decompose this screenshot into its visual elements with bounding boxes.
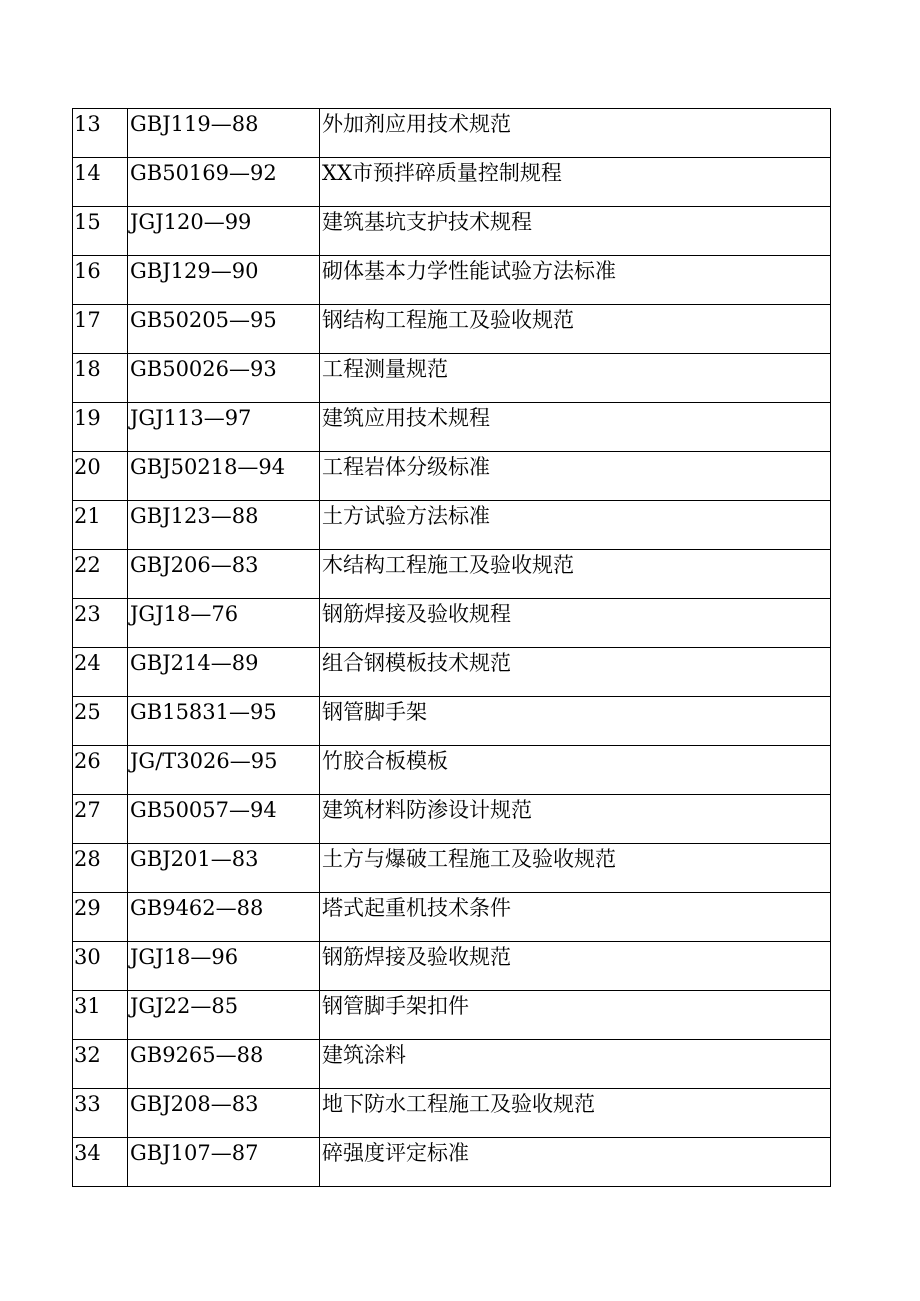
standard-title-cell: 竹胶合板模板 xyxy=(320,746,831,795)
table-row xyxy=(73,354,831,403)
row-number-cell: 15 xyxy=(73,207,128,256)
row-number-cell: 22 xyxy=(73,550,128,599)
row-number-cell: 21 xyxy=(73,501,128,550)
table-row xyxy=(73,1089,831,1138)
row-number-cell: 31 xyxy=(73,991,128,1040)
standard-title-cell: 土方试验方法标准 xyxy=(320,501,831,550)
standard-title-cell: 外加剂应用技术规范 xyxy=(320,109,831,158)
standard-code-cell: JGJ18—96 xyxy=(128,942,320,991)
standard-title-cell: 钢管脚手架 xyxy=(320,697,831,746)
table-row xyxy=(73,648,831,697)
row-number-cell: 26 xyxy=(73,746,128,795)
row-number-cell: 23 xyxy=(73,599,128,648)
standard-code-cell: JGJ120—99 xyxy=(128,207,320,256)
standard-code-cell: GBJ107—87 xyxy=(128,1138,320,1187)
standard-code-cell: JGJ22—85 xyxy=(128,991,320,1040)
table-row xyxy=(73,1138,831,1187)
standard-title-cell: 砌体基本力学性能试验方法标准 xyxy=(320,256,831,305)
standard-code-cell: GBJ123—88 xyxy=(128,501,320,550)
standard-code-cell: JG/T3026—95 xyxy=(128,746,320,795)
standard-code-cell: GBJ50218—94 xyxy=(128,452,320,501)
standard-code-cell: GBJ208—83 xyxy=(128,1089,320,1138)
standard-code-cell: GBJ214—89 xyxy=(128,648,320,697)
table-row xyxy=(73,305,831,354)
row-number-cell: 29 xyxy=(73,893,128,942)
standard-code-cell: GB50169—92 xyxy=(128,158,320,207)
table-row xyxy=(73,109,831,158)
standard-code-cell: GB15831—95 xyxy=(128,697,320,746)
row-number-cell: 14 xyxy=(73,158,128,207)
table-row xyxy=(73,1040,831,1089)
standard-title-cell: 组合钢模板技术规范 xyxy=(320,648,831,697)
standard-title-cell: 木结构工程施工及验收规范 xyxy=(320,550,831,599)
standard-code-cell: GB9462—88 xyxy=(128,893,320,942)
standard-title-cell: 建筑基坑支护技术规程 xyxy=(320,207,831,256)
standard-title-cell: 工程岩体分级标准 xyxy=(320,452,831,501)
table-row xyxy=(73,893,831,942)
standards-table-body xyxy=(73,109,831,1187)
table-row xyxy=(73,207,831,256)
table-row xyxy=(73,746,831,795)
standard-title-cell: 工程测量规范 xyxy=(320,354,831,403)
row-number-cell: 34 xyxy=(73,1138,128,1187)
standard-code-cell: GB50026—93 xyxy=(128,354,320,403)
standards-table xyxy=(72,108,831,1187)
table-row xyxy=(73,795,831,844)
standard-title-cell: 建筑材料防渗设计规范 xyxy=(320,795,831,844)
table-row xyxy=(73,452,831,501)
standard-code-cell: GBJ201—83 xyxy=(128,844,320,893)
row-number-cell: 33 xyxy=(73,1089,128,1138)
row-number-cell: 27 xyxy=(73,795,128,844)
standard-title-cell: 塔式起重机技术条件 xyxy=(320,893,831,942)
row-number-cell: 24 xyxy=(73,648,128,697)
standard-title-cell: 土方与爆破工程施工及验收规范 xyxy=(320,844,831,893)
row-number-cell: 19 xyxy=(73,403,128,452)
row-number-cell: 25 xyxy=(73,697,128,746)
standard-title-cell: 建筑应用技术规程 xyxy=(320,403,831,452)
standard-code-cell: GB9265—88 xyxy=(128,1040,320,1089)
standard-title-cell: 钢筋焊接及验收规程 xyxy=(320,599,831,648)
table-row xyxy=(73,991,831,1040)
standard-title-cell: 地下防水工程施工及验收规范 xyxy=(320,1089,831,1138)
standard-title-cell: 碎强度评定标准 xyxy=(320,1138,831,1187)
table-row xyxy=(73,501,831,550)
row-number-cell: 18 xyxy=(73,354,128,403)
table-row xyxy=(73,844,831,893)
row-number-cell: 17 xyxy=(73,305,128,354)
row-number-cell: 16 xyxy=(73,256,128,305)
standard-code-cell: GBJ129—90 xyxy=(128,256,320,305)
table-row xyxy=(73,697,831,746)
standard-title-cell: XX市预拌碎质量控制规程 xyxy=(320,158,831,207)
standard-code-cell: JGJ113—97 xyxy=(128,403,320,452)
row-number-cell: 28 xyxy=(73,844,128,893)
row-number-cell: 13 xyxy=(73,109,128,158)
standard-code-cell: GB50057—94 xyxy=(128,795,320,844)
standard-code-cell: GB50205—95 xyxy=(128,305,320,354)
standard-title-cell: 钢管脚手架扣件 xyxy=(320,991,831,1040)
standard-title-cell: 建筑涂料 xyxy=(320,1040,831,1089)
standard-code-cell: GBJ119—88 xyxy=(128,109,320,158)
table-row xyxy=(73,403,831,452)
table-row xyxy=(73,942,831,991)
table-row xyxy=(73,256,831,305)
standard-code-cell: JGJ18—76 xyxy=(128,599,320,648)
table-row xyxy=(73,158,831,207)
standard-title-cell: 钢结构工程施工及验收规范 xyxy=(320,305,831,354)
table-row xyxy=(73,550,831,599)
standard-code-cell: GBJ206—83 xyxy=(128,550,320,599)
row-number-cell: 30 xyxy=(73,942,128,991)
row-number-cell: 20 xyxy=(73,452,128,501)
table-row xyxy=(73,599,831,648)
row-number-cell: 32 xyxy=(73,1040,128,1089)
standard-title-cell: 钢筋焊接及验收规范 xyxy=(320,942,831,991)
